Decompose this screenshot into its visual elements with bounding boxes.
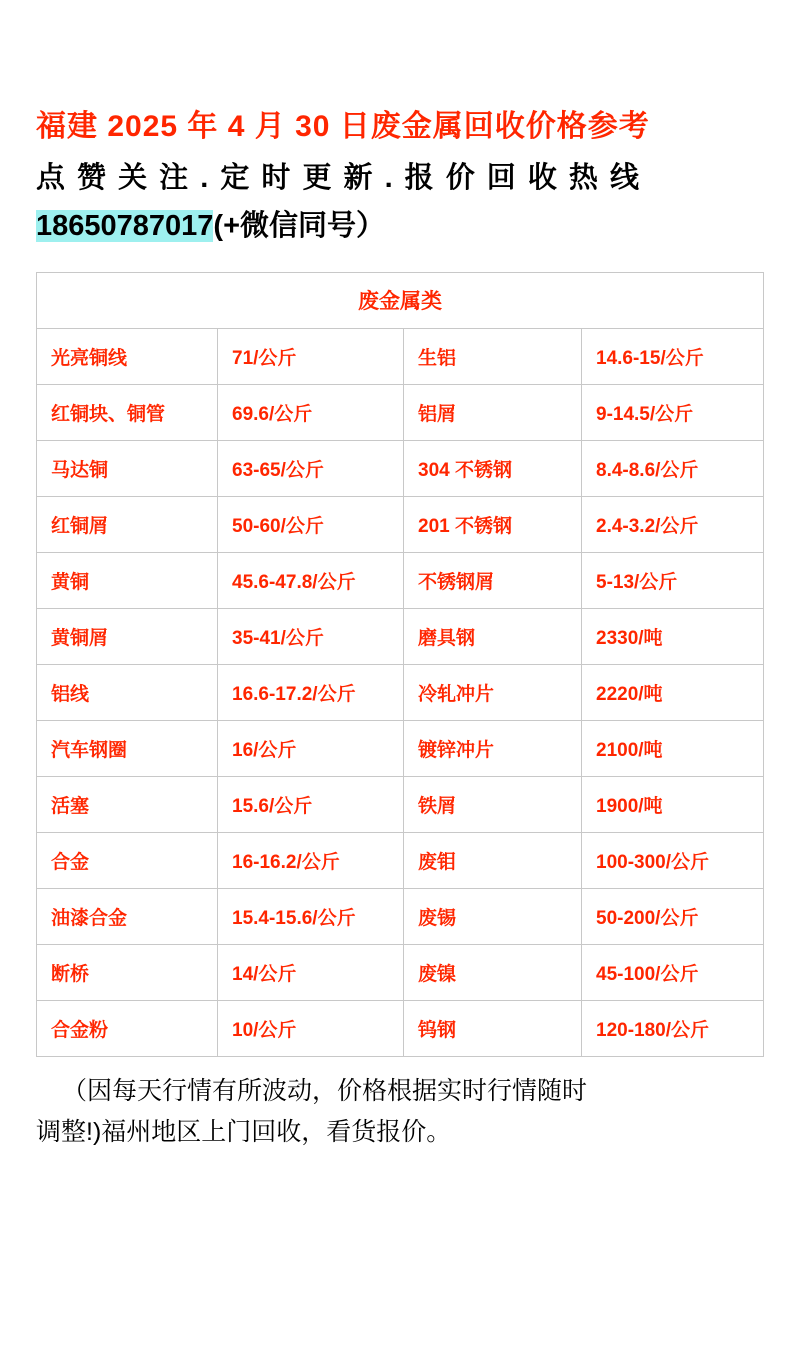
material-price-right: 2220/吨 (582, 664, 764, 720)
material-price-left: 63-65/公斤 (218, 440, 404, 496)
material-name-right: 磨具钢 (404, 608, 582, 664)
material-price-right: 9-14.5/公斤 (582, 384, 764, 440)
table-row (37, 440, 764, 496)
material-price-left: 35-41/公斤 (218, 608, 404, 664)
material-name-left: 油漆合金 (37, 888, 218, 944)
table-header-row (37, 272, 764, 328)
material-name-left: 红铜块、铜管 (37, 384, 218, 440)
material-price-left: 71/公斤 (218, 328, 404, 384)
material-name-right: 废钼 (404, 832, 582, 888)
page-title: 福建 2025 年 4 月 30 日废金属回收价格参考 (36, 110, 650, 143)
material-price-right: 8.4-8.6/公斤 (582, 440, 764, 496)
footnote-line-2: 调整!)福州地区上门回收，看货报价。 (36, 1118, 452, 1147)
material-price-left: 69.6/公斤 (218, 384, 404, 440)
material-name-right: 不锈钢屑 (404, 552, 582, 608)
material-name-left: 汽车钢圈 (37, 720, 218, 776)
table-row (37, 664, 764, 720)
material-price-left: 16-16.2/公斤 (218, 832, 404, 888)
table-title: 废金属类 (37, 272, 764, 328)
material-name-left: 光亮铜线 (37, 328, 218, 384)
material-name-left: 红铜屑 (37, 496, 218, 552)
material-name-right: 废镍 (404, 944, 582, 1000)
material-name-right: 镀锌冲片 (404, 720, 582, 776)
material-price-left: 10/公斤 (218, 1000, 404, 1056)
material-price-left: 16.6-17.2/公斤 (218, 664, 404, 720)
material-name-right: 304 不锈钢 (404, 440, 582, 496)
material-name-left: 断桥 (37, 944, 218, 1000)
phone-number: 18650787017 (36, 210, 214, 243)
table-row (37, 328, 764, 384)
table-row (37, 552, 764, 608)
table-row (37, 776, 764, 832)
material-name-right: 冷轧冲片 (404, 664, 582, 720)
material-price-right: 2100/吨 (582, 720, 764, 776)
material-price-right: 2.4-3.2/公斤 (582, 496, 764, 552)
material-price-right: 14.6-15/公斤 (582, 328, 764, 384)
material-price-right: 2330/吨 (582, 608, 764, 664)
material-name-right: 铝屑 (404, 384, 582, 440)
material-name-right: 钨钢 (404, 1000, 582, 1056)
material-name-right: 废锡 (404, 888, 582, 944)
table-row (37, 1000, 764, 1056)
footnote (36, 1071, 764, 1154)
material-name-right: 铁屑 (404, 776, 582, 832)
material-price-left: 15.6/公斤 (218, 776, 404, 832)
table-row (37, 720, 764, 776)
table-row (37, 888, 764, 944)
material-price-left: 45.6-47.8/公斤 (218, 552, 404, 608)
table-row (37, 944, 764, 1000)
material-name-right: 生铝 (404, 328, 582, 384)
material-name-left: 活塞 (37, 776, 218, 832)
material-name-left: 黄铜屑 (37, 608, 218, 664)
table-row (37, 384, 764, 440)
material-name-left: 马达铜 (37, 440, 218, 496)
price-table (36, 272, 764, 1057)
material-price-left: 14/公斤 (218, 944, 404, 1000)
material-price-right: 50-200/公斤 (582, 888, 764, 944)
footnote-line-1: （因每天行情有所波动，价格根据实时行情随时 (62, 1076, 588, 1105)
material-name-left: 铝线 (37, 664, 218, 720)
table-row (37, 832, 764, 888)
hotline-line (36, 203, 764, 249)
material-name-left: 黄铜 (37, 552, 218, 608)
material-price-right: 1900/吨 (582, 776, 764, 832)
material-name-left: 合金 (37, 832, 218, 888)
material-price-right: 120-180/公斤 (582, 1000, 764, 1056)
material-price-right: 5-13/公斤 (582, 552, 764, 608)
material-price-left: 16/公斤 (218, 720, 404, 776)
table-row (37, 496, 764, 552)
material-price-right: 100-300/公斤 (582, 832, 764, 888)
material-price-left: 50-60/公斤 (218, 496, 404, 552)
page-subtitle: 点 赞 关 注 . 定 时 更 新 . 报 价 回 收 热 线 (36, 162, 641, 194)
material-price-right: 45-100/公斤 (582, 944, 764, 1000)
material-name-right: 201 不锈钢 (404, 496, 582, 552)
phone-suffix: (+微信同号） (213, 210, 386, 243)
table-body (37, 328, 764, 1056)
material-price-left: 15.4-15.6/公斤 (218, 888, 404, 944)
table-row (37, 608, 764, 664)
material-name-left: 合金粉 (37, 1000, 218, 1056)
top-spacer (36, 0, 764, 104)
